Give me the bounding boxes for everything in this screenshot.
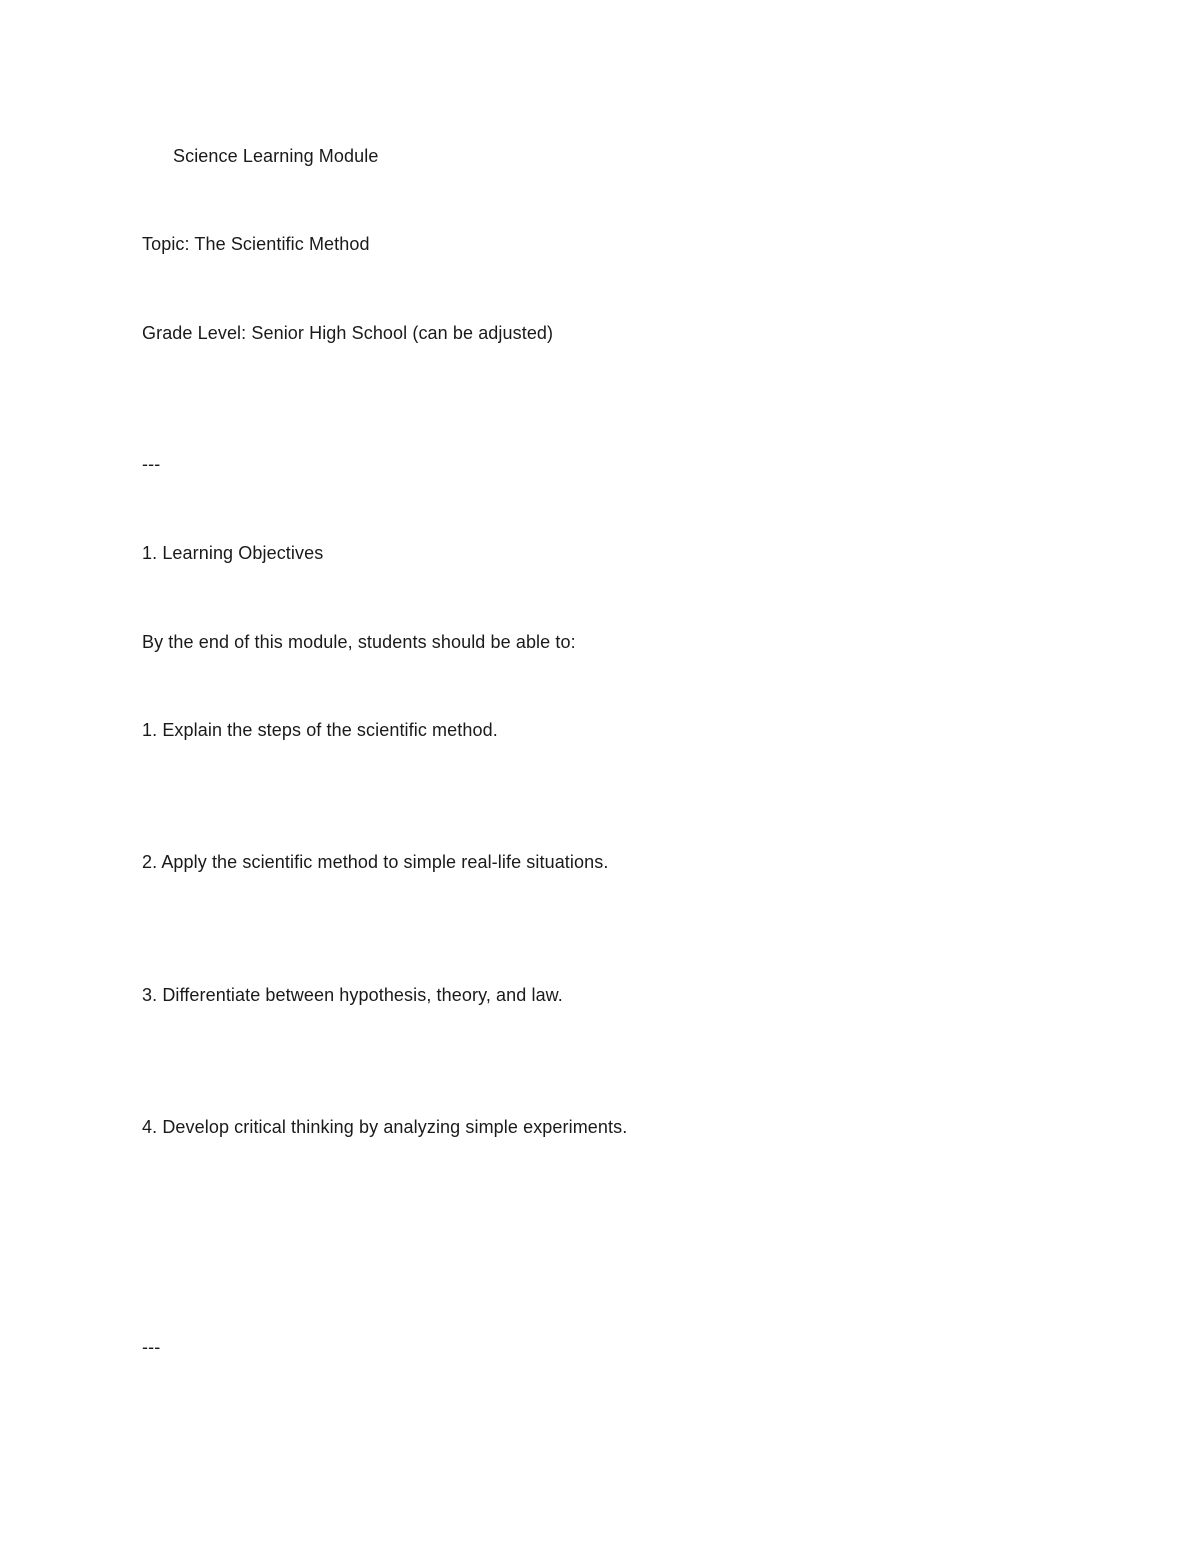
section-heading: 1. Learning Objectives [142,543,324,563]
separator: --- [142,454,161,474]
objective-item: 3. Differentiate between hypothesis, theory, and law. [142,985,563,1005]
grade-level-line: Grade Level: Senior High School (can be adjusted) [142,323,554,343]
objectives-intro: By the end of this module, students should be able to: [142,632,576,652]
document-title: Science Learning Module [173,146,379,166]
objective-item: 4. Develop critical thinking by analyzing simple experiments. [142,1117,628,1137]
separator: --- [142,1337,161,1357]
topic-line: Topic: The Scientific Method [142,234,370,254]
objective-item: 1. Explain the steps of the scientific method. [142,720,498,740]
objective-item: 2. Apply the scientific method to simple real-life situations. [142,852,609,872]
